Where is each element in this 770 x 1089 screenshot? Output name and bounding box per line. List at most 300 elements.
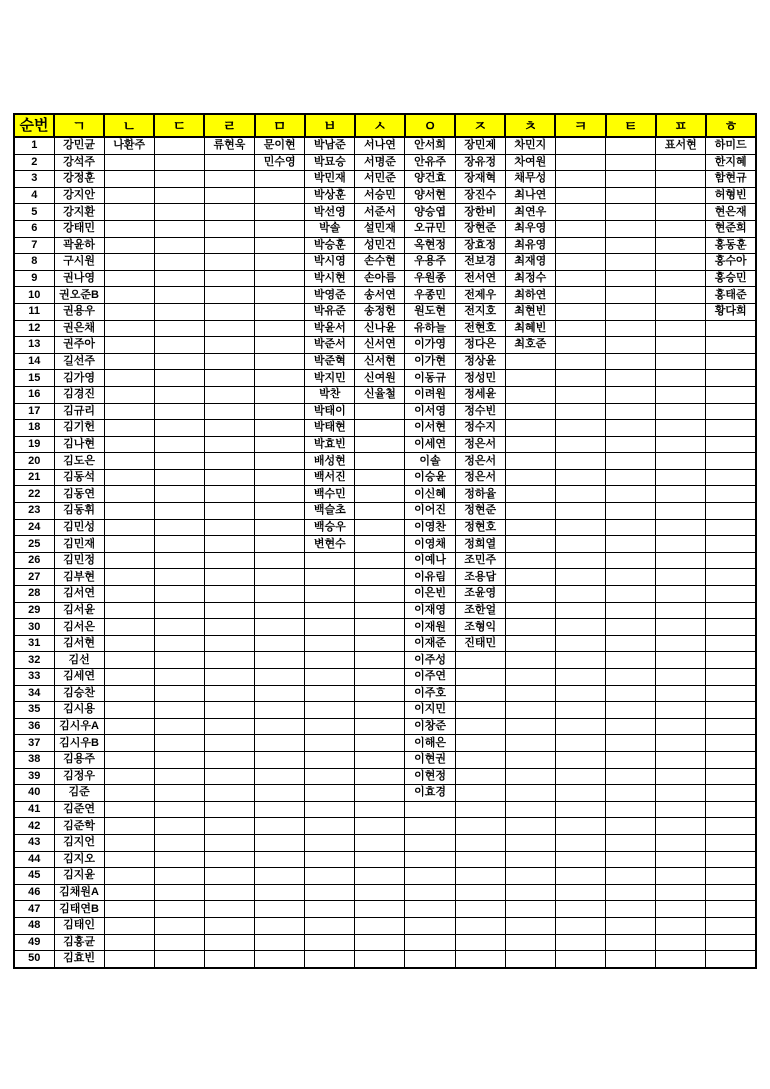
table-row (14, 337, 756, 354)
name-cell (656, 287, 706, 304)
name-cell (204, 718, 254, 735)
name-cell: 김서현 (54, 635, 104, 652)
name-cell: 박태현 (305, 420, 355, 437)
name-cell (355, 519, 405, 536)
name-cell (706, 552, 756, 569)
name-cell: 함현규 (706, 171, 756, 188)
name-cell (305, 602, 355, 619)
name-cell (204, 768, 254, 785)
name-cell (355, 436, 405, 453)
name-cell (505, 702, 555, 719)
name-cell (255, 469, 305, 486)
name-cell: 김민재 (54, 536, 104, 553)
name-cell (355, 403, 405, 420)
name-cell (555, 602, 605, 619)
name-cell (305, 569, 355, 586)
table-row (14, 602, 756, 619)
row-number-cell: 38 (14, 751, 54, 768)
name-cell (305, 702, 355, 719)
name-cell (255, 287, 305, 304)
name-cell (154, 569, 204, 586)
name-cell: 안서희 (405, 137, 455, 154)
name-cell: 설민재 (355, 220, 405, 237)
table-row (14, 303, 756, 320)
name-cell (555, 751, 605, 768)
name-cell (706, 453, 756, 470)
name-cell (656, 685, 706, 702)
name-cell (104, 552, 154, 569)
name-cell (606, 552, 656, 569)
name-cell (204, 635, 254, 652)
name-cell (606, 768, 656, 785)
name-cell: 김규리 (54, 403, 104, 420)
name-cell (706, 586, 756, 603)
name-cell (104, 287, 154, 304)
name-cell: 차민지 (505, 137, 555, 154)
name-cell (706, 669, 756, 686)
name-cell: 홍동훈 (706, 237, 756, 254)
name-cell (706, 469, 756, 486)
name-cell (405, 818, 455, 835)
name-cell: 우종민 (405, 287, 455, 304)
name-cell: 김용주 (54, 751, 104, 768)
name-cell (555, 868, 605, 885)
name-cell: 이재준 (405, 635, 455, 652)
name-cell: 김도은 (54, 453, 104, 470)
row-number-cell: 40 (14, 785, 54, 802)
table-row (14, 386, 756, 403)
name-cell: 채무성 (505, 171, 555, 188)
name-cell: 이주연 (405, 669, 455, 686)
name-cell (555, 303, 605, 320)
name-cell (154, 934, 204, 951)
name-cell (555, 669, 605, 686)
name-cell: 정하율 (455, 486, 505, 503)
name-cell (455, 751, 505, 768)
name-cell (606, 436, 656, 453)
name-cell: 최유영 (505, 237, 555, 254)
name-cell: 강석주 (54, 154, 104, 171)
row-number-cell: 28 (14, 586, 54, 603)
name-cell (154, 420, 204, 437)
name-cell (405, 851, 455, 868)
name-cell: 정은서 (455, 436, 505, 453)
name-cell: 김서연 (54, 586, 104, 603)
name-cell: 정현호 (455, 519, 505, 536)
column-header-initial-10: ㅊ (505, 114, 555, 137)
name-cell (355, 486, 405, 503)
name-cell: 배성현 (305, 453, 355, 470)
name-cell: 최우영 (505, 220, 555, 237)
name-cell (706, 569, 756, 586)
name-cell: 박시영 (305, 254, 355, 271)
name-cell: 김효빈 (54, 951, 104, 968)
name-cell (255, 353, 305, 370)
name-cell (305, 751, 355, 768)
column-header-initial-6: ㅂ (305, 114, 355, 137)
name-cell (555, 851, 605, 868)
column-header-initial-3: ㄷ (154, 114, 204, 137)
name-cell (355, 851, 405, 868)
name-cell: 이은빈 (405, 586, 455, 603)
name-cell (505, 536, 555, 553)
name-cell (255, 552, 305, 569)
name-cell (255, 801, 305, 818)
name-cell (255, 951, 305, 968)
name-cell (555, 801, 605, 818)
name-cell (505, 635, 555, 652)
name-cell: 현준희 (706, 220, 756, 237)
name-cell (555, 536, 605, 553)
table-row (14, 951, 756, 968)
name-cell (656, 619, 706, 636)
name-cell: 박선영 (305, 204, 355, 221)
name-cell (204, 536, 254, 553)
name-cell (355, 586, 405, 603)
name-cell (656, 237, 706, 254)
name-cell: 신여원 (355, 370, 405, 387)
name-cell (706, 917, 756, 934)
name-cell (706, 735, 756, 752)
name-cell: 유하늘 (405, 320, 455, 337)
name-cell (555, 370, 605, 387)
name-cell: 현은재 (706, 204, 756, 221)
name-cell (204, 735, 254, 752)
name-cell: 김민정 (54, 552, 104, 569)
name-cell (505, 685, 555, 702)
name-cell (555, 735, 605, 752)
name-cell: 권용우 (54, 303, 104, 320)
name-cell (154, 287, 204, 304)
name-cell (204, 453, 254, 470)
name-cell (204, 320, 254, 337)
name-cell (154, 503, 204, 520)
name-cell: 박지민 (305, 370, 355, 387)
name-cell (154, 386, 204, 403)
name-cell: 조민주 (455, 552, 505, 569)
name-cell: 황다희 (706, 303, 756, 320)
name-cell: 박묘승 (305, 154, 355, 171)
name-cell (204, 386, 254, 403)
name-cell (555, 287, 605, 304)
name-cell (204, 751, 254, 768)
name-cell (255, 569, 305, 586)
name-cell (706, 685, 756, 702)
name-cell (505, 586, 555, 603)
name-cell (255, 403, 305, 420)
name-cell (606, 254, 656, 271)
row-number-cell: 33 (14, 669, 54, 686)
table-row (14, 669, 756, 686)
name-cell (204, 187, 254, 204)
table-row (14, 403, 756, 420)
name-cell: 송정헌 (355, 303, 405, 320)
name-cell (656, 586, 706, 603)
name-cell (204, 868, 254, 885)
name-cell (204, 469, 254, 486)
name-cell (154, 187, 204, 204)
name-cell (104, 602, 154, 619)
name-cell (706, 436, 756, 453)
name-cell (355, 768, 405, 785)
name-cell: 허형빈 (706, 187, 756, 204)
name-cell (606, 868, 656, 885)
name-cell (555, 951, 605, 968)
name-cell: 서명준 (355, 154, 405, 171)
name-cell (154, 702, 204, 719)
name-cell: 강정훈 (54, 171, 104, 188)
name-cell (255, 270, 305, 287)
name-cell (505, 469, 555, 486)
name-cell (255, 669, 305, 686)
name-cell (555, 220, 605, 237)
name-cell (606, 386, 656, 403)
row-number-cell: 11 (14, 303, 54, 320)
name-cell (154, 220, 204, 237)
column-header-initial-2: ㄴ (104, 114, 154, 137)
name-cell (405, 801, 455, 818)
name-cell (104, 386, 154, 403)
name-cell (204, 619, 254, 636)
row-number-cell: 22 (14, 486, 54, 503)
table-row (14, 204, 756, 221)
row-number-cell: 3 (14, 171, 54, 188)
name-cell (204, 801, 254, 818)
name-cell (606, 718, 656, 735)
row-number-cell: 42 (14, 818, 54, 835)
name-cell (505, 353, 555, 370)
name-cell: 양건효 (405, 171, 455, 188)
name-cell (255, 237, 305, 254)
name-cell (505, 602, 555, 619)
name-cell (656, 403, 706, 420)
name-cell: 서민준 (355, 171, 405, 188)
name-cell (104, 818, 154, 835)
column-header-initial-5: ㅁ (255, 114, 305, 137)
name-cell (555, 187, 605, 204)
name-cell: 김정우 (54, 768, 104, 785)
name-cell (505, 851, 555, 868)
name-cell (656, 536, 706, 553)
name-cell (706, 337, 756, 354)
name-cell: 이동규 (405, 370, 455, 387)
table-row (14, 220, 756, 237)
name-cell (154, 901, 204, 918)
name-cell (455, 785, 505, 802)
name-cell (255, 934, 305, 951)
table-row (14, 619, 756, 636)
name-cell: 최나연 (505, 187, 555, 204)
name-cell (255, 917, 305, 934)
name-cell: 조한얼 (455, 602, 505, 619)
row-number-cell: 18 (14, 420, 54, 437)
name-cell (255, 768, 305, 785)
name-cell: 서나연 (355, 137, 405, 154)
name-cell (505, 951, 555, 968)
name-cell (706, 386, 756, 403)
name-cell (305, 884, 355, 901)
name-cell (606, 818, 656, 835)
table-row (14, 801, 756, 818)
name-cell (555, 834, 605, 851)
name-cell (204, 951, 254, 968)
name-cell (706, 868, 756, 885)
name-cell (204, 702, 254, 719)
name-cell (305, 635, 355, 652)
name-cell: 정세윤 (455, 386, 505, 403)
name-cell (606, 569, 656, 586)
name-cell (405, 951, 455, 968)
name-cell: 이재영 (405, 602, 455, 619)
name-cell: 박민재 (305, 171, 355, 188)
name-cell (656, 337, 706, 354)
name-cell (706, 536, 756, 553)
name-cell (104, 187, 154, 204)
name-cell (656, 453, 706, 470)
name-cell (505, 370, 555, 387)
column-header-number: 순번 (14, 114, 54, 137)
name-cell: 강지환 (54, 204, 104, 221)
name-cell: 이해은 (405, 735, 455, 752)
name-cell (656, 320, 706, 337)
name-cell (656, 569, 706, 586)
row-number-cell: 37 (14, 735, 54, 752)
name-cell (154, 917, 204, 934)
name-cell: 구시원 (54, 254, 104, 271)
name-cell (204, 303, 254, 320)
name-cell (606, 287, 656, 304)
name-cell (204, 154, 254, 171)
name-cell (606, 171, 656, 188)
name-cell (555, 403, 605, 420)
name-cell: 원도현 (405, 303, 455, 320)
name-cell (154, 453, 204, 470)
name-cell (204, 785, 254, 802)
name-cell (104, 320, 154, 337)
name-cell (255, 254, 305, 271)
table-row (14, 818, 756, 835)
name-cell (505, 718, 555, 735)
name-cell (555, 353, 605, 370)
name-cell (255, 420, 305, 437)
column-header-initial-4: ㄹ (204, 114, 254, 137)
name-cell (606, 187, 656, 204)
name-cell (555, 337, 605, 354)
name-cell (405, 934, 455, 951)
name-cell (606, 586, 656, 603)
name-cell (154, 486, 204, 503)
table-row (14, 552, 756, 569)
table-row (14, 436, 756, 453)
name-cell (656, 204, 706, 221)
name-cell (154, 270, 204, 287)
name-cell (555, 552, 605, 569)
name-cell: 한지혜 (706, 154, 756, 171)
name-cell (255, 536, 305, 553)
name-cell (154, 237, 204, 254)
name-cell (204, 818, 254, 835)
name-cell (104, 951, 154, 968)
name-cell (305, 718, 355, 735)
name-cell (606, 370, 656, 387)
name-cell (104, 486, 154, 503)
name-cell (104, 868, 154, 885)
name-cell (656, 270, 706, 287)
name-cell (355, 801, 405, 818)
name-cell (355, 834, 405, 851)
row-number-cell: 24 (14, 519, 54, 536)
name-cell (255, 453, 305, 470)
name-cell: 이려원 (405, 386, 455, 403)
name-cell (255, 751, 305, 768)
name-cell (355, 718, 405, 735)
name-cell: 박준서 (305, 337, 355, 354)
name-cell (154, 735, 204, 752)
name-cell: 이신혜 (405, 486, 455, 503)
name-cell (656, 187, 706, 204)
name-cell: 손수현 (355, 254, 405, 271)
name-cell (204, 204, 254, 221)
name-cell: 이주성 (405, 652, 455, 669)
name-cell (505, 386, 555, 403)
name-cell (555, 386, 605, 403)
name-cell (104, 270, 154, 287)
name-cell: 김서윤 (54, 602, 104, 619)
name-cell (104, 303, 154, 320)
name-cell (706, 951, 756, 968)
name-cell: 김채원A (54, 884, 104, 901)
name-cell (656, 154, 706, 171)
row-number-cell: 35 (14, 702, 54, 719)
name-cell (455, 901, 505, 918)
table-row (14, 486, 756, 503)
name-cell (204, 270, 254, 287)
table-row (14, 785, 756, 802)
name-cell (606, 735, 656, 752)
name-cell (305, 586, 355, 603)
name-cell (555, 486, 605, 503)
name-cell (255, 785, 305, 802)
name-cell: 우원종 (405, 270, 455, 287)
name-cell (656, 552, 706, 569)
name-cell: 박솔 (305, 220, 355, 237)
name-cell (154, 303, 204, 320)
name-cell: 오규민 (405, 220, 455, 237)
name-cell: 옥현정 (405, 237, 455, 254)
name-cell (104, 237, 154, 254)
name-cell: 백승우 (305, 519, 355, 536)
name-cell (606, 851, 656, 868)
name-cell (104, 917, 154, 934)
table-row (14, 519, 756, 536)
name-cell: 박유준 (305, 303, 355, 320)
row-number-cell: 39 (14, 768, 54, 785)
name-cell (255, 337, 305, 354)
name-cell (606, 337, 656, 354)
name-cell (656, 503, 706, 520)
name-cell (104, 785, 154, 802)
name-cell (204, 420, 254, 437)
name-cell (706, 851, 756, 868)
name-cell (606, 669, 656, 686)
name-cell (656, 353, 706, 370)
name-cell (706, 403, 756, 420)
name-cell (355, 917, 405, 934)
name-cell (104, 884, 154, 901)
name-cell (505, 403, 555, 420)
name-cell (255, 901, 305, 918)
name-cell (154, 834, 204, 851)
